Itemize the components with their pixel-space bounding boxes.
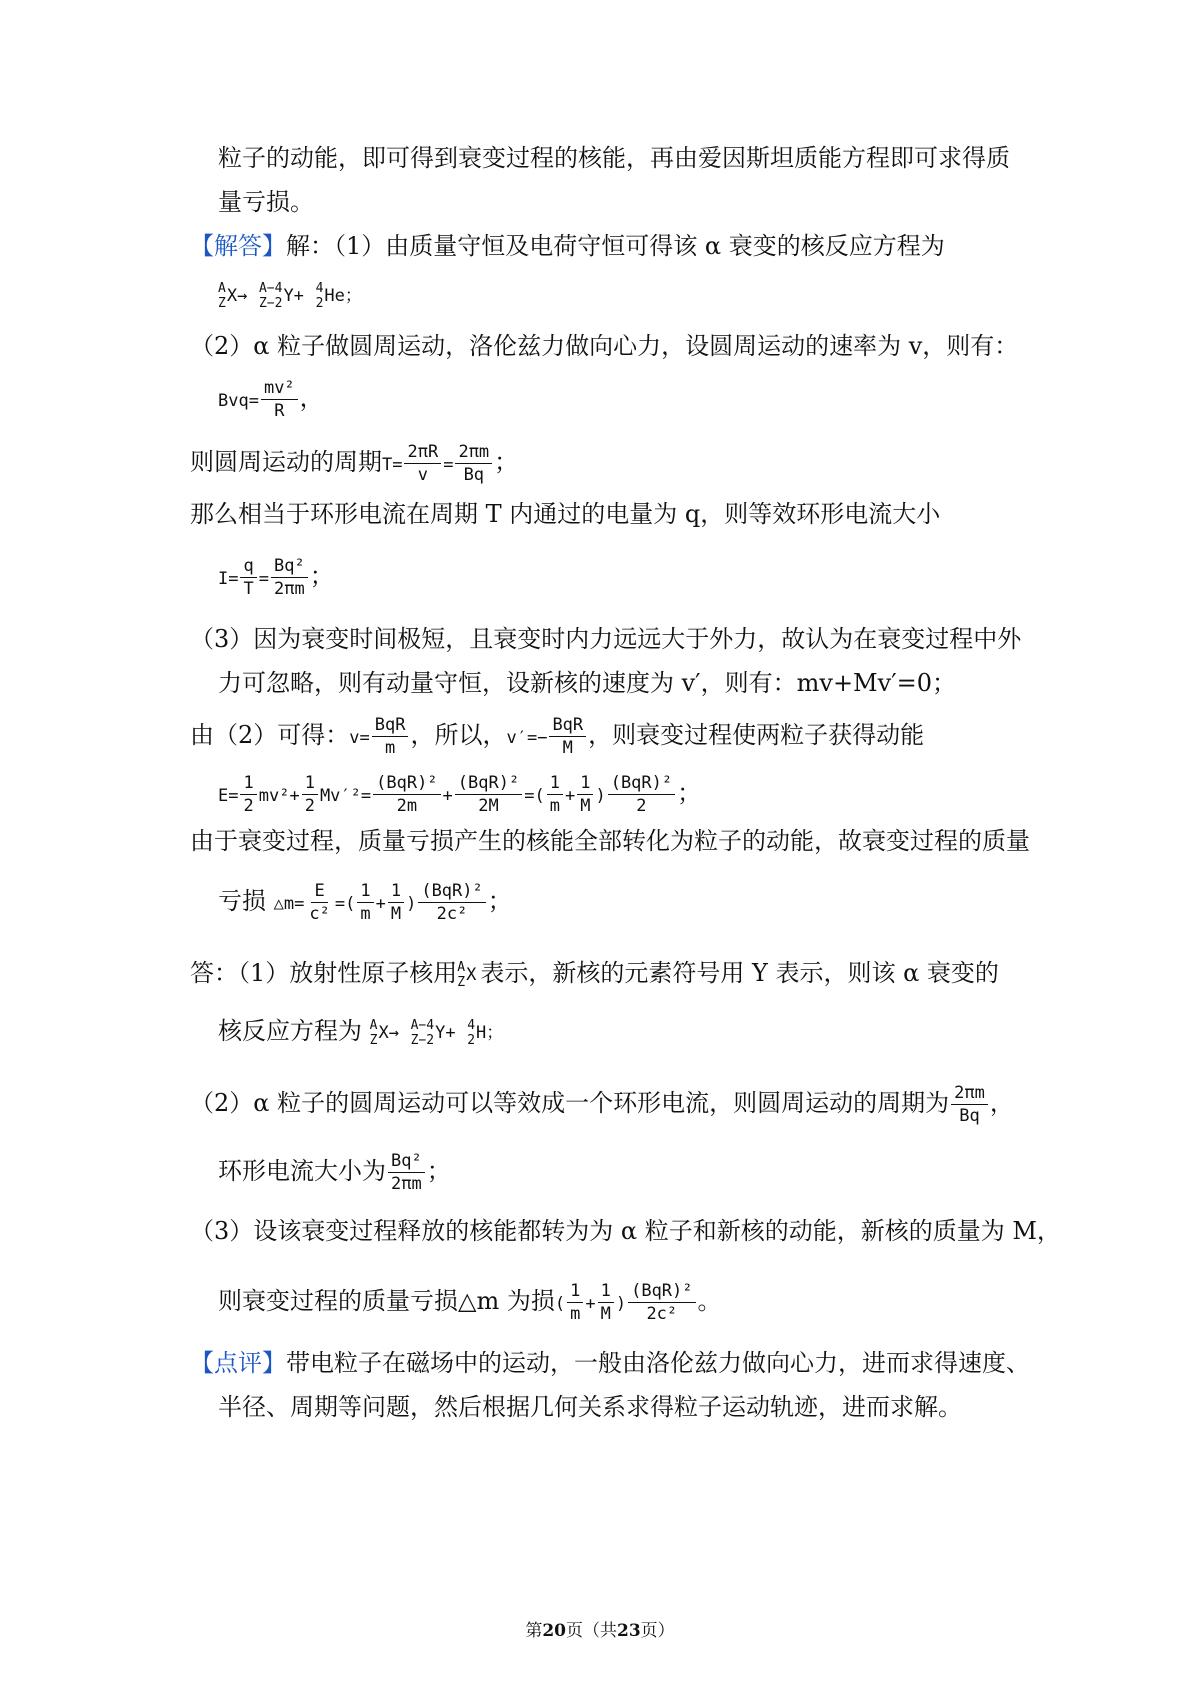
mass-defect-equation: 亏损 △m= $\frac{E}{\text{c²}}$ =( $\frac{1}{m}$ + $\frac{1}{M}$ ) $\frac{\text{(BqR)²}}{\text{2c²}}$ ； [218, 881, 512, 924]
fraction: $\frac{2\pi m}{Bq}$ [455, 441, 492, 486]
fraction: $\frac{\text{BqR}}{m}$ [372, 714, 409, 759]
analysis-line-2: 量亏损。 [218, 188, 314, 216]
fraction: $\frac{q}{T}$ [240, 555, 256, 600]
mass-defect-text: 由于衰变过程，质量亏损产生的核能全部转化为粒子的动能，故衰变过程的质量 [190, 827, 1030, 855]
solution-intro [190, 229, 945, 263]
nuclide-daughter: A−4 Z−2 Y+ [258, 280, 304, 311]
part2-text: （2）α 粒子做圆周运动，洛伦兹力做向心力，设圆周运动的速率为 v，则有： [190, 332, 1019, 360]
energy-equation: E= $\frac{1}{2}$ mv²+ $\frac{1}{2}$ Mv′²= $\frac{\text{(BqR)²}}{2m}$ + $\frac{\text{(BqR)²}}{2M}$ =( $\frac{1}{m}$ + $\frac{1}{M}$ ) $\frac{\text{(BqR)²}}{2}$ ； [218, 773, 702, 816]
fraction: $\frac{\text{BqR}}{M}$ [549, 714, 586, 759]
part3-line-2: 力可忽略，则有动量守恒，设新核的速度为 v′，则有：mv+Mv′=0； [218, 669, 957, 697]
current-text: 那么相当于环形电流在周期 T 内通过的电量为 q，则等效环形电流大小 [190, 500, 941, 528]
answer-2-line-2: 环形电流大小为 $\frac{\text{Bq²}}{2\pi m}$ ； [218, 1151, 451, 1194]
answer-3-line-1: （3）设该衰变过程释放的核能都转为为 α 粒子和新核的动能，新核的质量为 M， [190, 1217, 1061, 1245]
fraction: $\frac{\text{Bq²}}{2\pi m}$ [271, 555, 308, 600]
nuclide-parent: A Z X [457, 959, 477, 990]
page-total: 23 [617, 1621, 641, 1641]
answer-2-line-1: （2）α 粒子的圆周运动可以等效成一个环形电流，则圆周运动的周期为 $\frac{2\pi m}{Bq}$ ， [190, 1083, 1014, 1126]
reaction-equation-1 [218, 277, 366, 313]
answer-1-line-1: 答：（1）放射性原子核用 A Z X 表示，新核的元素符号用 Y 表示，则该 α 衰变的 [190, 959, 999, 990]
nuclide-parent: A Z X→ [218, 280, 248, 311]
fraction: $\frac{\text{mv²}}{R}$ [261, 377, 298, 422]
comment-line-1: 【点评】带电粒子在磁场中的运动，一般由洛伦兹力做向心力，进而求得速度、 [190, 1349, 1030, 1377]
solution-tag: 【解答】 [190, 232, 286, 260]
page-number: 20 [542, 1621, 566, 1641]
period-line: 则圆周运动的周期T= $\frac{2\pi R}{v}$ = $\frac{2\pi m}{Bq}$ ； [190, 442, 519, 485]
comment-tag: 【点评】 [190, 1349, 286, 1377]
answer-3-line-2: 则衰变过程的质量亏损△m 为损( $\frac{1}{m}$ + $\frac{1}{M}$ ) $\frac{\text{(BqR)²}}{\text{2c²}}$ 。 [218, 1281, 722, 1324]
answer-1-line-2: 核反应方程为 A Z X→ A−4 Z−2 Y+ 4 2 H； [218, 1017, 504, 1048]
analysis-line-1: 粒子的动能，即可得到衰变过程的核能，再由爱因斯坦质能方程即可求得质 [218, 144, 1010, 172]
part3-line-1: （3）因为衰变时间极短，且衰变时内力远远大于外力，故认为在衰变过程中外 [190, 625, 1022, 653]
lorentz-equation: Bvq= $\frac{\text{mv²}}{R}$ ， [218, 378, 324, 421]
fraction: $\frac{2\pi R}{v}$ [404, 441, 441, 486]
current-equation: I= $\frac{q}{T}$ = $\frac{\text{Bq²}}{2\pi m}$ ； [218, 556, 334, 599]
page-footer: 第20页（共23页） [525, 1621, 675, 1641]
velocity-line: 由（2）可得：v= $\frac{\text{BqR}}{m}$ ，所以，v′=− $\frac{\text{BqR}}{M}$ ，则衰变过程使两粒子获得动能 [190, 715, 925, 758]
comment-line-2: 半径、周期等问题，然后根据几何关系求得粒子运动轨迹，进而求解。 [218, 1393, 962, 1421]
solution-intro-text: 解：（1）由质量守恒及电荷守恒可得该 α 衰变的核反应方程为 [286, 232, 945, 260]
nuclide-helium: 4 2 He； [315, 280, 362, 311]
